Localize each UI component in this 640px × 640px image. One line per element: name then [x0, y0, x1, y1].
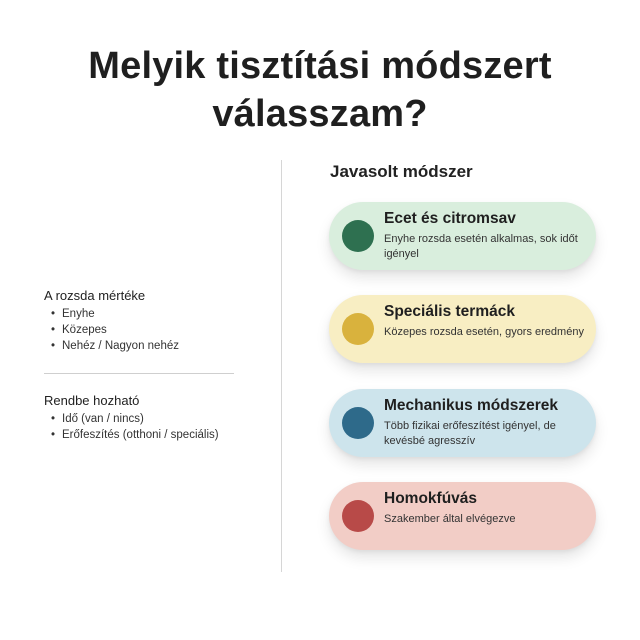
list-item-label: Nehéz / Nagyon nehéz [62, 340, 179, 352]
list-item [44, 427, 219, 443]
criteria-list [44, 411, 219, 443]
criteria-heading: A rozsda mértéke [44, 288, 146, 303]
bullet-icon: • [51, 324, 56, 336]
criteria-feasibility [44, 393, 219, 443]
page-title [0, 42, 640, 138]
list-item [44, 411, 219, 427]
method-card-vinegar [329, 202, 596, 270]
method-card-special-products [329, 295, 596, 363]
bullet-icon: • [51, 413, 56, 425]
list-item [44, 306, 179, 322]
method-card-sandblasting [329, 482, 596, 550]
bullet-icon: • [51, 340, 56, 352]
page-title-line-2: válasszam? [212, 93, 428, 135]
list-item-label: Idő (van / nincs) [62, 413, 144, 425]
method-card-mechanical [329, 389, 596, 457]
horizontal-divider [44, 373, 234, 374]
method-dot-icon [342, 220, 374, 252]
criteria-heading: Rendbe hozható [44, 393, 140, 408]
list-item-label: Erőfeszítés (otthoni / speciális) [62, 429, 219, 441]
method-description: Több fizikai erőfeszítést igényel, de kevésbé agresszív [384, 420, 556, 447]
method-name: Speciális termáck [384, 303, 515, 320]
method-description: Szakember által elvégezve [384, 513, 516, 525]
method-heading: Javasolt módszer [330, 162, 473, 181]
criteria-list [44, 306, 179, 354]
list-item-label: Közepes [62, 324, 107, 336]
method-name: Mechanikus módszerek [384, 397, 559, 414]
method-dot-icon [342, 313, 374, 345]
list-item [44, 322, 179, 338]
method-name: Ecet és citromsav [384, 210, 516, 227]
list-item [44, 338, 179, 354]
method-dot-icon [342, 407, 374, 439]
method-description: Enyhe rozsda esetén alkalmas, sok időt igényel [384, 233, 578, 260]
method-name: Homokfúvás [384, 490, 478, 507]
page-title-line-1: Melyik tisztítási módszert [88, 45, 552, 87]
vertical-divider [281, 160, 282, 572]
method-description: Közepes rozsda esetén, gyors eredmény [384, 326, 584, 338]
list-item-label: Enyhe [62, 308, 95, 320]
bullet-icon: • [51, 308, 56, 320]
criteria-rust-level [44, 288, 179, 354]
bullet-icon: • [51, 429, 56, 441]
method-dot-icon [342, 500, 374, 532]
